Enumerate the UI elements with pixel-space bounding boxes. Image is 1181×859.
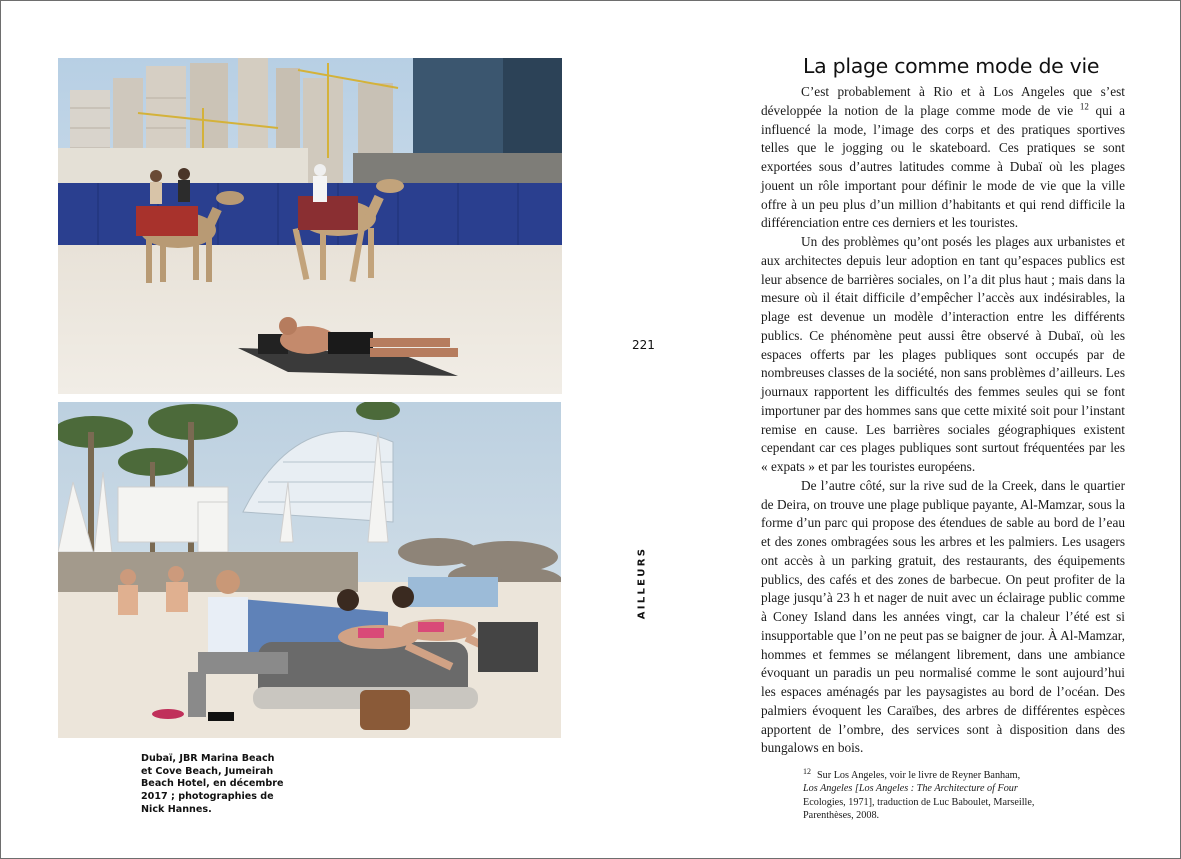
running-head: AILLEURS: [636, 546, 648, 620]
body-text: [761, 83, 1125, 758]
photo-jbr-marina-beach-image: [58, 58, 562, 394]
paragraph: Un des problèmes qu’ont posés les plages aux urbanistes et aux architectes depuis leur adoption en tant qu’espaces publics est leur absence de barrières sociales, on l’a dit plus haut ; mais dans la mesure où il était difficile d’empêcher l’accès aux indésirables, la plage est devenue un modèle d’interaction entre les différents publics. Ce phénomène peut aussi être observé à Dubaï, où les espaces offerts par les plages publiques sont occupés par de nombreuses classes de la société, non sans problèmes d’ailleurs. Les journaux rapportent les difficultés des femmes seules qui se font importuner par des hommes sans que cette mixité soit pour l’instant remise en cause. Les barrières sociales géographiques existent cependant car ces plages publiques sont surtout fréquentées par les « expats » et par les touristes européens.: [761, 234, 1125, 474]
paragraph: [761, 83, 1125, 233]
caption-line: et Cove Beach, Jumeirah: [141, 765, 274, 777]
page-number: 221: [632, 338, 655, 352]
paragraph-text: C’est probablement à Rio et à Los Angeles que s’est développée la notion de la plage comme mode de vie: [761, 84, 1125, 118]
footnote: [803, 766, 1053, 823]
footnote-line: Ecologies, 1971], traduction de Luc Baboulet, Marseille,: [803, 796, 1035, 808]
section-title: La plage comme mode de vie: [803, 54, 1100, 78]
footnote-line: Parenthèses, 2008.: [803, 810, 880, 822]
caption-line: 2017 ; photographies de: [141, 791, 274, 803]
photo-cove-beach: [58, 402, 561, 738]
footnote-reference[interactable]: 12: [1079, 101, 1089, 112]
footnote-line: [803, 766, 1053, 782]
caption-line: Dubaï, JBR Marina Beach: [141, 753, 275, 764]
paragraph: De l’autre côté, sur la rive sud de la Creek, dans le quartier de Deira, on trouve une plage publique payante, Al-Mamzar, sous la forme d’un parc qui propose des étendues de sable au bord de l’eau et des zones ombragées sous les arbres et les palmiers. Les usagers ont accès à un parking gratuit, des restaurants, des équipements publics, des cafés et des zones de barbecue. On peut profiter de la plage jusqu’à 23 h et nager de nuit avec un éclairage public comme à Coney Island dans les années vingt, car la chaleur l’été est si insupportable que l’on ne peut pas se baigner de jour. À Al-Mamzar, hommes et femmes se mélangent librement, dans une ambiance évoquant un paradis un peu normalisé comme le sont aujourd’hui les espaces aménagés par les paysagistes au bord de l’océan. Des palmiers évoquent les Caraïbes, des arbres de différentes espèces apportent de l’ombre, des services sont à disposition dans des bungalows en bois.: [761, 477, 1125, 756]
footnote-text: Sur Los Angeles, voir le livre de Reyner Banham,: [817, 770, 1021, 781]
footnote-line: Los Angeles [Los Angeles : The Architecture of Four: [803, 783, 1018, 795]
footnote-number: 12: [803, 766, 811, 776]
photo-jbr-marina-beach: [58, 58, 562, 394]
photo-cove-beach-image: [58, 402, 561, 738]
paragraph-text: qui a influencé la mode, l’image des corps et des pratiques sportives telles que le jogging ou le skateboard. Ces pratiques se sont exportées sous d’autres latitudes comme à Dubaï où les plages jouent un rôle important pour définir le mode de vie que la ville offre à un peu plus d’un million d’habitants et qui rend difficile la différenciation entre ces derniers et les touristes.: [761, 102, 1125, 231]
photo-caption: [141, 753, 284, 817]
caption-line: Beach Hotel, en décembre: [141, 778, 284, 790]
caption-line: Nick Hannes.: [141, 803, 212, 815]
